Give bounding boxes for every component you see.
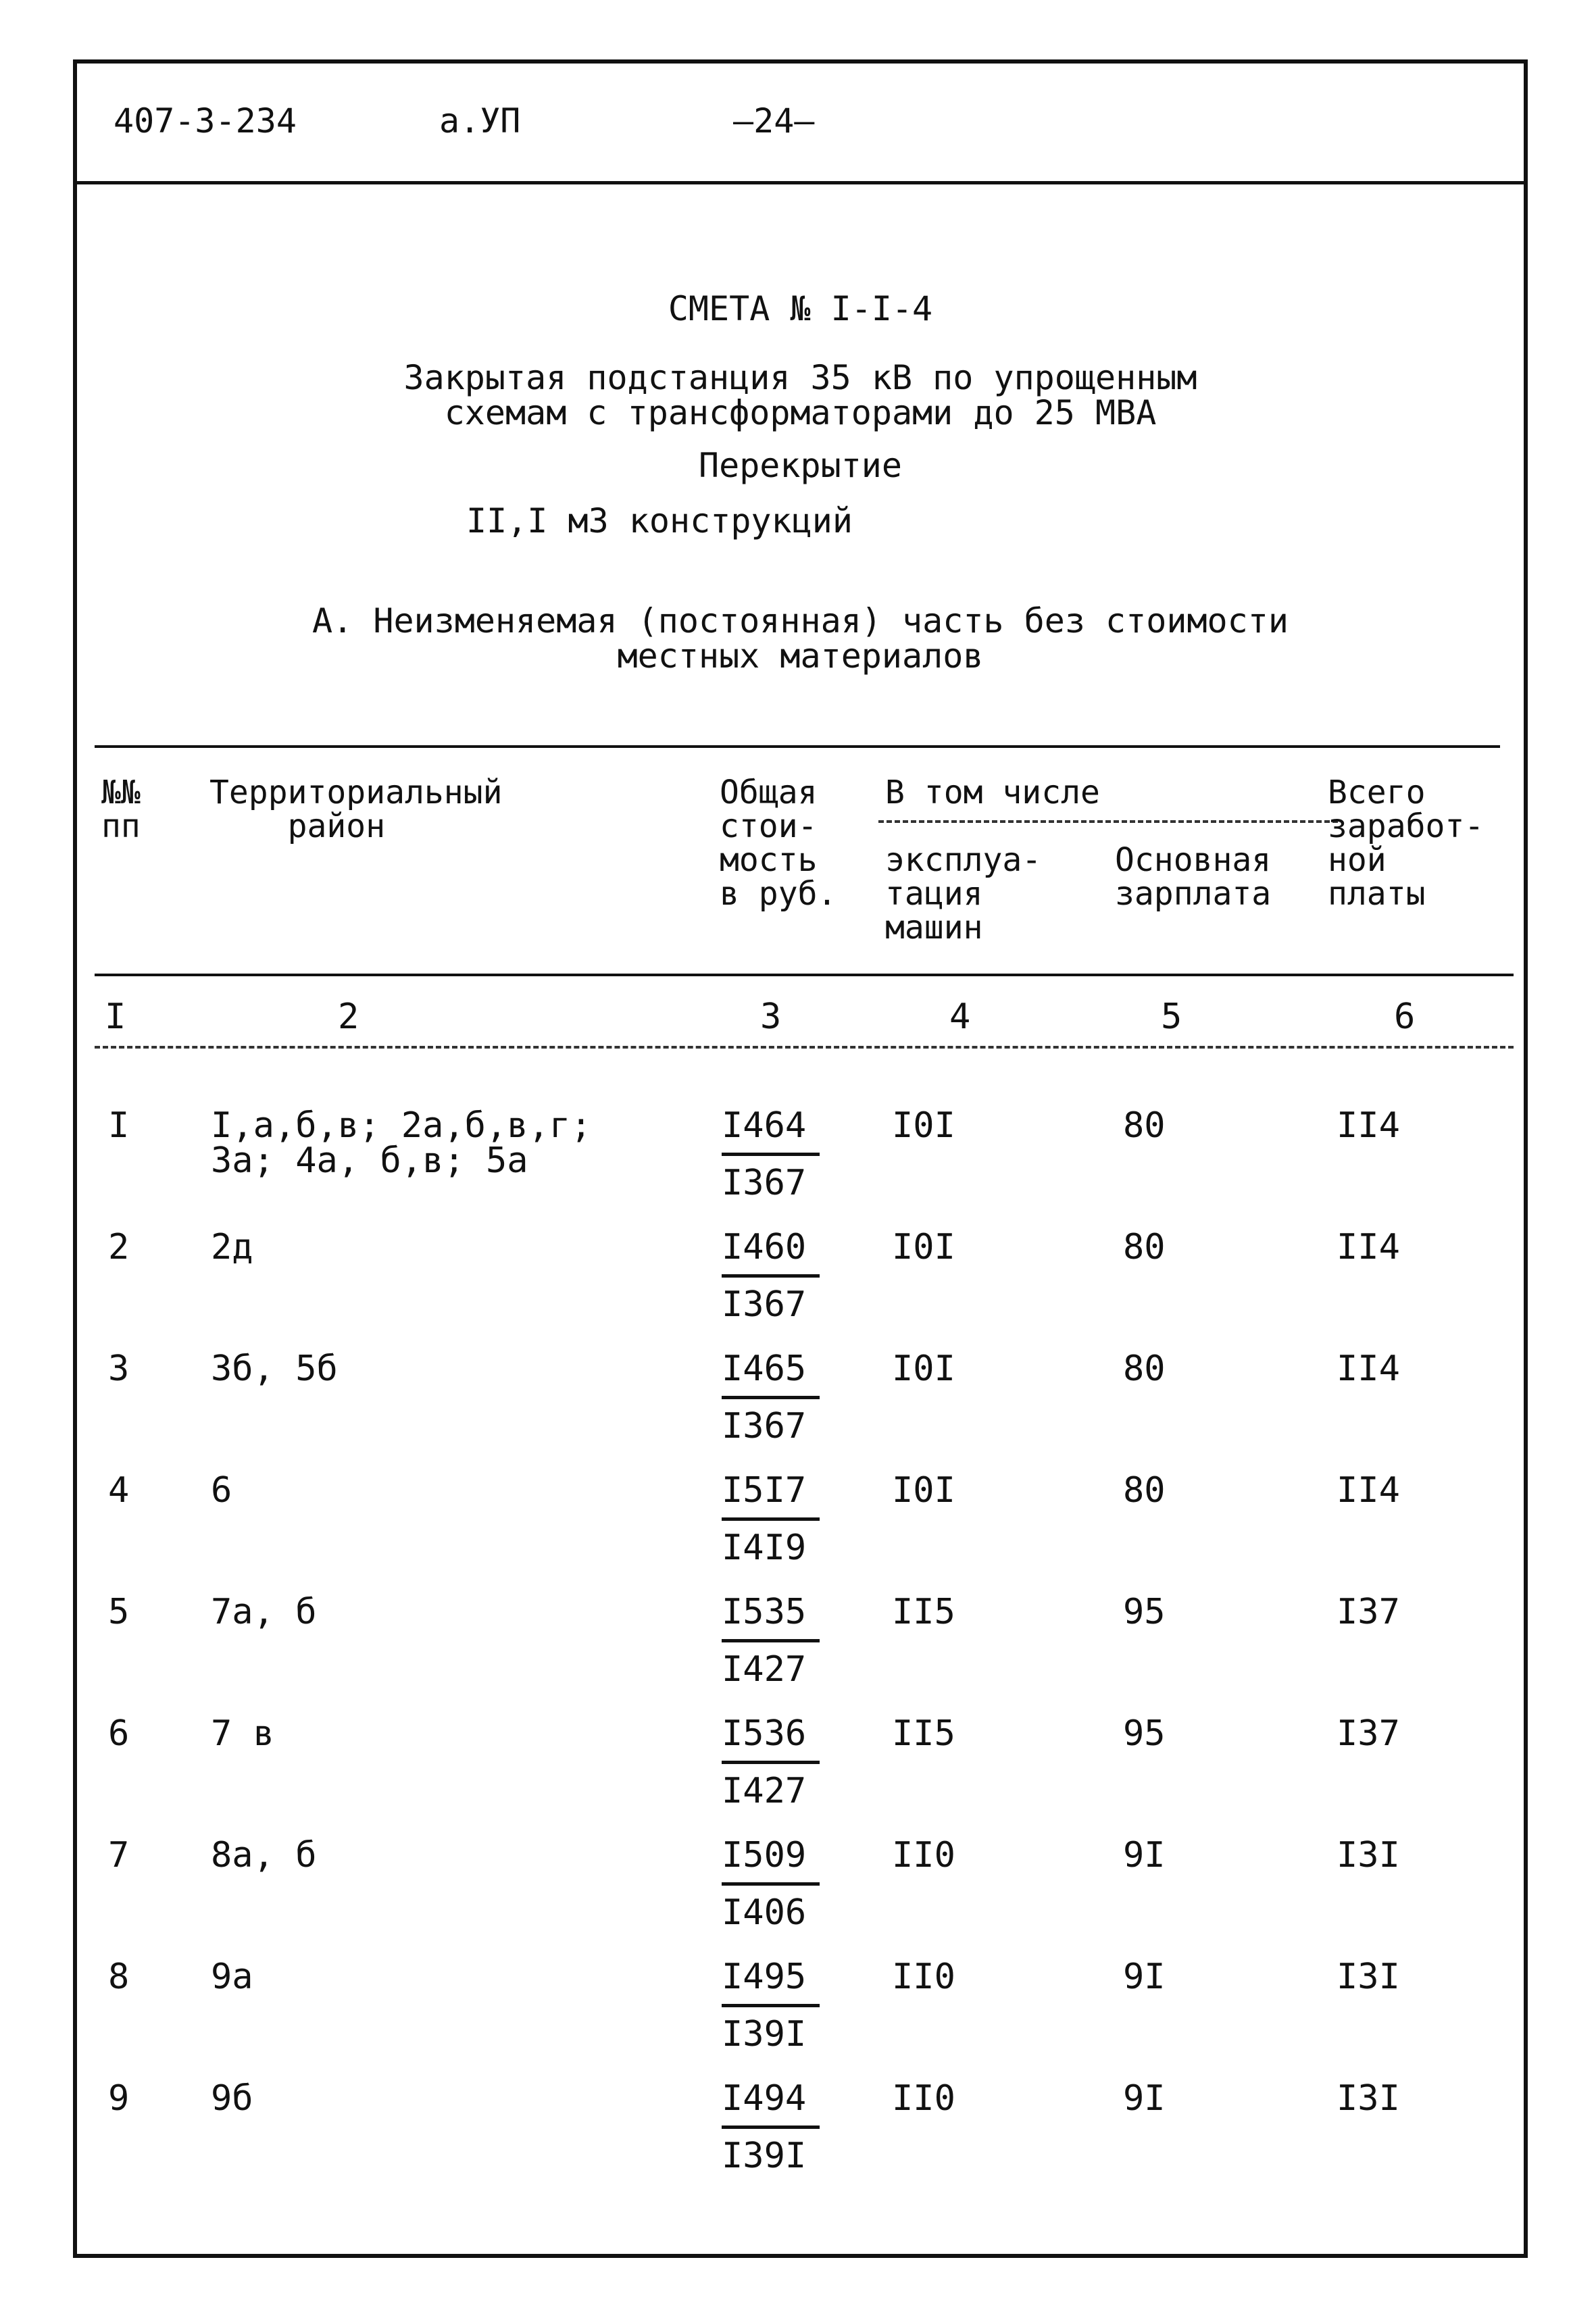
row-total-cost	[722, 1828, 820, 1940]
total-cost-base: I39I	[722, 2136, 807, 2176]
total-cost-current: I536	[722, 1707, 820, 1764]
row-total-salary: II4	[1337, 1227, 1400, 1267]
row-salary: 80	[1123, 1349, 1166, 1389]
col-number-5: 5	[1161, 997, 1182, 1037]
col-header-total-salary: Всего заработ- ной платы	[1328, 774, 1485, 913]
table-top-rule	[95, 745, 1500, 748]
col-number-4: 4	[949, 997, 971, 1037]
row-number: 9	[108, 2078, 130, 2119]
row-district: 9а	[211, 1957, 253, 1997]
total-cost-base: I367	[722, 1284, 807, 1325]
col-header-total: Общая стои- мость в руб.	[720, 774, 837, 913]
total-cost-current: I509	[722, 1828, 820, 1886]
row-number: I	[108, 1105, 130, 1146]
row-machines: I0I	[892, 1105, 955, 1146]
row-total-salary: I3I	[1337, 1835, 1400, 1876]
row-number: 3	[108, 1349, 130, 1389]
row-salary: 80	[1123, 1470, 1166, 1511]
row-salary: 80	[1123, 1227, 1166, 1267]
row-salary: 9I	[1123, 1835, 1166, 1876]
row-district: 6	[211, 1470, 232, 1511]
row-total-cost	[722, 1099, 820, 1210]
row-number: 7	[108, 1835, 130, 1876]
row-machines: II0	[892, 1957, 955, 1997]
row-salary: 95	[1123, 1713, 1166, 1754]
volume-line: II,I м3 конструкций	[466, 501, 853, 540]
total-cost-current: I495	[722, 1950, 820, 2007]
part-line-1: А. Неизменяемая (постоянная) часть без стоимости	[312, 601, 1289, 640]
col-header-group: В том числе	[885, 774, 1100, 811]
total-cost-current: I535	[722, 1585, 820, 1642]
col-number-6: 6	[1394, 997, 1416, 1037]
row-total-cost	[722, 1342, 820, 1453]
row-district: 8а, б	[211, 1835, 317, 1876]
doc-code: 407-3-234	[114, 101, 297, 141]
row-total-salary: I3I	[1337, 1957, 1400, 1997]
col-header-num: №№ пп	[101, 774, 141, 845]
row-total-cost	[722, 1463, 820, 1575]
row-total-salary: I37	[1337, 1592, 1400, 1632]
row-total-salary: II4	[1337, 1105, 1400, 1146]
element-title: Перекрытие	[698, 446, 903, 485]
row-total-salary: I3I	[1337, 2078, 1400, 2119]
total-cost-current: I460	[722, 1220, 820, 1278]
col-header-district: Территориальный район	[209, 774, 503, 845]
row-total-salary: II4	[1337, 1349, 1400, 1389]
row-machines: I0I	[892, 1227, 955, 1267]
total-cost-current: I464	[722, 1099, 820, 1156]
row-salary: 9I	[1123, 1957, 1166, 1997]
row-district: 9б	[211, 2078, 253, 2119]
row-number: 6	[108, 1713, 130, 1754]
total-cost-base: I427	[722, 1649, 807, 1690]
row-total-cost	[722, 1585, 820, 1696]
row-district: 7 в	[211, 1713, 274, 1754]
row-number: 4	[108, 1470, 130, 1511]
object-line-2: схемам с трансформаторами до 25 МВА	[444, 393, 1157, 432]
part-line-2: местных материалов	[617, 636, 984, 676]
row-district: I,а,б,в; 2а,б,в,г; 3а; 4а, б,в; 5а	[211, 1105, 592, 1181]
row-district: 7а, б	[211, 1592, 317, 1632]
row-number: 5	[108, 1592, 130, 1632]
total-cost-base: I39I	[722, 2014, 807, 2055]
total-cost-base: I367	[722, 1406, 807, 1447]
col-number-2: 2	[338, 997, 359, 1037]
smeta-title: СМЕТА № I-I-4	[668, 289, 933, 328]
col-header-machines: эксплуа- тация машин	[885, 841, 1042, 947]
total-cost-current: I5I7	[722, 1463, 820, 1521]
header-divider	[73, 181, 1528, 184]
total-cost-base: I406	[722, 1892, 807, 1933]
col-header-salary: Основная зарплата	[1115, 841, 1272, 913]
row-total-salary: II4	[1337, 1470, 1400, 1511]
row-machines: I0I	[892, 1470, 955, 1511]
col-number-rule	[95, 1046, 1514, 1049]
object-line-1: Закрытая подстанция 35 кВ по упрощенным	[403, 358, 1197, 397]
group-divider	[878, 820, 1338, 823]
row-salary: 80	[1123, 1105, 1166, 1146]
col-number-3: 3	[760, 997, 782, 1037]
row-machines: II5	[892, 1592, 955, 1632]
row-machines: II0	[892, 1835, 955, 1876]
row-salary: 9I	[1123, 2078, 1166, 2119]
row-total-cost	[722, 1220, 820, 1332]
row-district: 3б, 5б	[211, 1349, 338, 1389]
page-number: —24—	[733, 101, 815, 141]
row-salary: 95	[1123, 1592, 1166, 1632]
album-label: а.УП	[439, 101, 521, 141]
row-total-cost	[722, 1950, 820, 2061]
total-cost-base: I4I9	[722, 1528, 807, 1568]
row-machines: II5	[892, 1713, 955, 1754]
row-machines: II0	[892, 2078, 955, 2119]
total-cost-base: I427	[722, 1771, 807, 1811]
header-bottom-rule	[95, 974, 1514, 976]
row-total-cost	[722, 1707, 820, 1818]
row-total-salary: I37	[1337, 1713, 1400, 1754]
row-machines: I0I	[892, 1349, 955, 1389]
row-total-cost	[722, 2071, 820, 2183]
total-cost-base: I367	[722, 1163, 807, 1203]
row-number: 2	[108, 1227, 130, 1267]
row-district: 2д	[211, 1227, 253, 1267]
total-cost-current: I465	[722, 1342, 820, 1399]
col-number-1: I	[105, 997, 126, 1037]
total-cost-current: I494	[722, 2071, 820, 2129]
row-number: 8	[108, 1957, 130, 1997]
